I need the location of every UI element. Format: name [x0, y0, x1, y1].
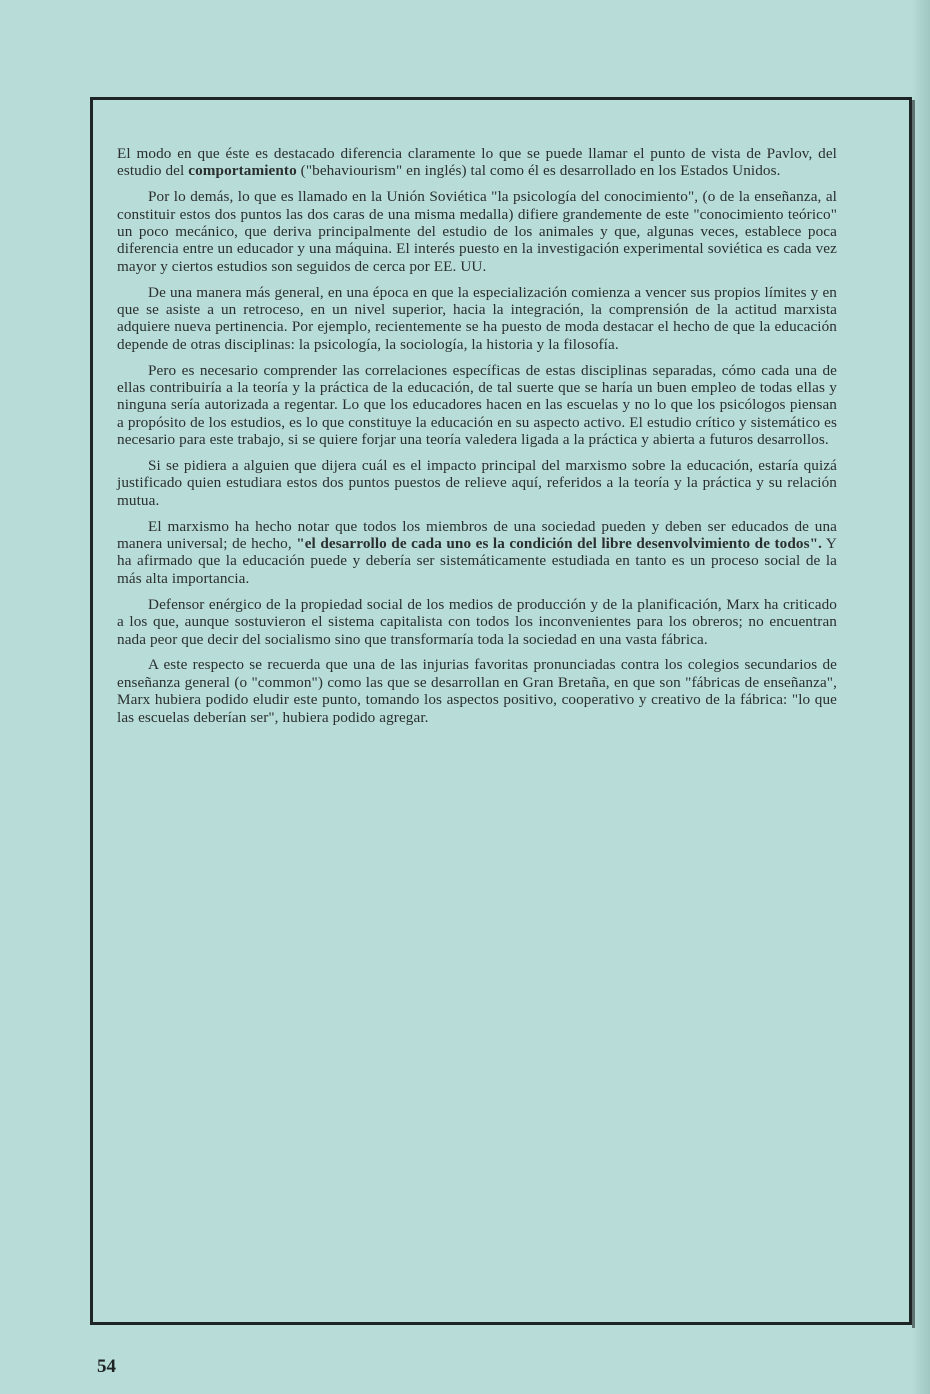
- paragraph: Si se pidiera a alguien que dijera cuál es el impacto principal del marxismo sobre la educación, estaría quizá justificado quien estudiara estos dos puntos puestos de relieve aquí, referidos a la teoría y la práctica y su relación mutua.: [117, 457, 837, 509]
- paragraph: De una manera más general, en una época en que la especialización comienza a vencer sus propios límites y en que se asiste a un retroceso, en un nivel superior, hacia la integración, la comprensión de la actitud marxista adquiere nueva pertinencia. Por ejemplo, recientemente se ha puesto de moda destacar el hecho de que la educación depende de otras disciplinas: la psicología, la sociología, la historia y la filosofía.: [117, 283, 837, 353]
- paragraph: A este respecto se recuerda que una de las injurias favoritas pronunciadas contra los colegios secundarios de enseñanza general (o "common") como las que se desarrollan en Gran Bretaña, en que son "fábricas de enseñanza", Marx hubiera podido eludir este punto, tomando los aspectos positivo, cooperativo y creativo de la fábrica: "lo que las escuelas deberían ser", hubiera podido agregar.: [117, 656, 837, 726]
- paragraph: Por lo demás, lo que es llamado en la Unión Soviética "la psicología del conocimiento", (o de la enseñanza, al constituir estos dos puntos las dos caras de una misma medalla) difiere grandemente de este "conocimiento teórico" un poco mecánico, que deriva principalmente del estudio de los animales y que, algunas veces, establece poca diferencia entre un educador y una máquina. El interés puesto en la investigación experimental soviética es cada vez mayor y ciertos estudios son seguidos de cerca por EE. UU.: [117, 188, 837, 275]
- page-edge-shadow: [912, 0, 930, 1394]
- page-number: 54: [97, 1356, 116, 1377]
- body-text: [117, 145, 837, 734]
- paragraph: El modo en que éste es destacado diferencia claramente lo que se puede llamar el punto de vista de Pavlov, del estudio del comportamiento ("behaviourism" en inglés) tal como él es desarrollado en los Estados Unidos.: [117, 145, 837, 180]
- paragraph: Pero es necesario comprender las correlaciones específicas de estas disciplinas separadas, cómo cada una de ellas contribuiría a la teoría y la práctica de la educación, de tal suerte que se haría un buen empleo de todas ellas y ninguna sería autorizada a regentar. Lo que los educadores hacen en las escuelas y no lo que los psicólogos piensan a propósito de los estudios, es lo que constituye la educación en su aspecto activo. El estudio crítico y sistemático es necesario para este trabajo, si se quiere forjar una teoría valedera ligada a la práctica y abierta a futuros desarrollos.: [117, 361, 837, 449]
- paragraph: El marxismo ha hecho notar que todos los miembros de una sociedad pueden y deben ser educados de una manera universal; de hecho, "el desarrollo de cada uno es la condición del libre desenvolvimiento de todos". Y ha afirmado que la educación puede y debería ser sistemáticamente estudiada en tanto es un proceso social de la más alta importancia.: [117, 517, 837, 587]
- paragraph: Defensor enérgico de la propiedad social de los medios de producción y de la planificación, Marx ha criticado a los que, aunque sostuvieron el sistema capitalista con todos los inconvenientes para los obreros; no encuentran nada peor que decir del socialismo sino que transformaría toda la sociedad en una vasta fábrica.: [117, 595, 837, 648]
